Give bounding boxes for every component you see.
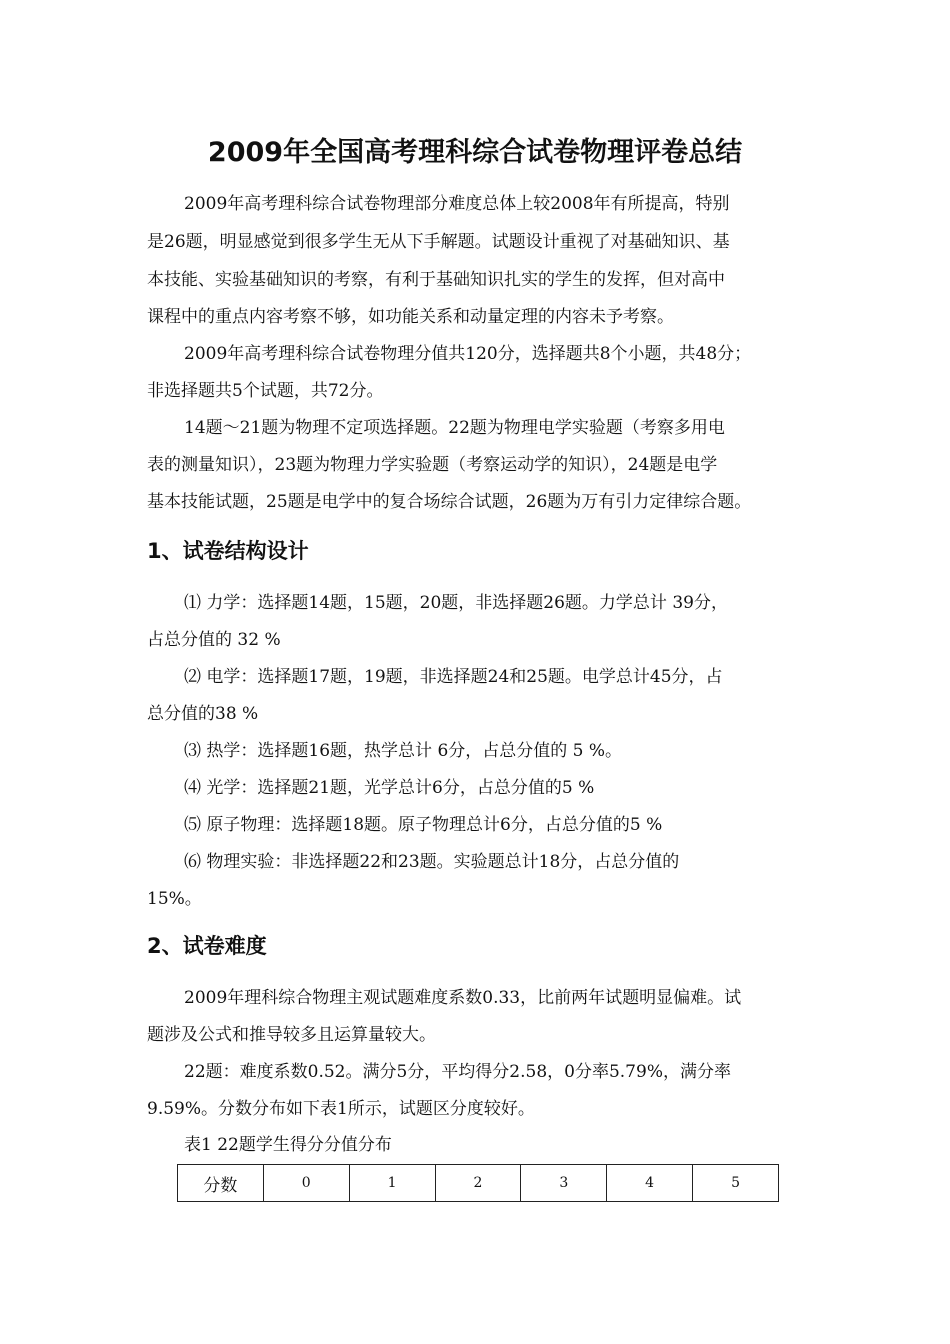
score-distribution-table: [177, 1164, 779, 1202]
section2-line: 9.59%。分数分布如下表1所示，试题区分度较好。: [147, 1099, 535, 1119]
table-caption: 表1 22题学生得分分值分布: [184, 1135, 392, 1155]
section1-line: ⑴ 力学：选择题14题，15题，20题，非选择题26题。力学总计 39分，: [184, 593, 728, 613]
section1-line: 占总分值的 32 %: [147, 630, 281, 650]
section1-line: 15%。: [147, 889, 202, 909]
intro-line: 非选择题共5个试题，共72分。: [147, 381, 384, 401]
section1-line: ⑵ 电学：选择题17题，19题，非选择题24和25题。电学总计45分，占: [184, 667, 723, 687]
intro-line: 14题～21题为物理不定项选择题。22题为物理电学实验题（考察多用电: [184, 418, 725, 438]
intro-line: 表的测量知识），23题为物理力学实验题（考察运动学的知识），24题是电学: [147, 455, 718, 475]
table-cell: 4: [607, 1165, 693, 1202]
section1-line: ⑶ 热学：选择题16题，热学总计 6分，占总分值的 5 %。: [184, 741, 623, 761]
section1-line: ⑹ 物理实验：非选择题22和23题。实验题总计18分，占总分值的: [184, 852, 680, 872]
section-heading: 1、试卷结构设计: [147, 539, 309, 563]
section-heading: 2、试卷难度: [147, 934, 267, 958]
intro-line: 基本技能试题，25题是电学中的复合场综合试题，26题为万有引力定律综合题。: [147, 492, 752, 512]
intro-line: 2009年高考理科综合试卷物理部分难度总体上较2008年有所提高，特别: [184, 194, 730, 214]
intro-line: 2009年高考理科综合试卷物理分值共120分，选择题共8个小题，共48分；: [184, 344, 752, 364]
section2-line: 题涉及公式和推导较多且运算量较大。: [147, 1025, 436, 1045]
section2-line: 22题：难度系数0.52。满分5分，平均得分2.58，0分率5.79%，满分率: [184, 1062, 731, 1082]
intro-line: 是26题，明显感觉到很多学生无从下手解题。试题设计重视了对基础知识、基: [147, 232, 730, 252]
section2-line: 2009年理科综合物理主观试题难度系数0.33，比前两年试题明显偏难。试: [184, 988, 742, 1008]
section1-line: 总分值的38 %: [147, 704, 259, 724]
table-cell: 3: [521, 1165, 607, 1202]
table-cell: 0: [263, 1165, 349, 1202]
table-cell: 1: [349, 1165, 435, 1202]
table-cell: 5: [693, 1165, 779, 1202]
section1-line: ⑷ 光学：选择题21题，光学总计6分，占总分值的5 %: [184, 778, 595, 798]
table-header-cell: 分数: [178, 1165, 264, 1202]
page-title: 2009年全国高考理科综合试卷物理评卷总结: [207, 137, 743, 168]
intro-line: 课程中的重点内容考察不够，如功能关系和动量定理的内容未予考察。: [147, 307, 674, 327]
table-row: [178, 1165, 779, 1202]
table-cell: 2: [435, 1165, 521, 1202]
section1-line: ⑸ 原子物理：选择题18题。原子物理总计6分，占总分值的5 %: [184, 815, 663, 835]
intro-line: 本技能、实验基础知识的考察，有利于基础知识扎实的学生的发挥，但对高中: [147, 270, 725, 290]
